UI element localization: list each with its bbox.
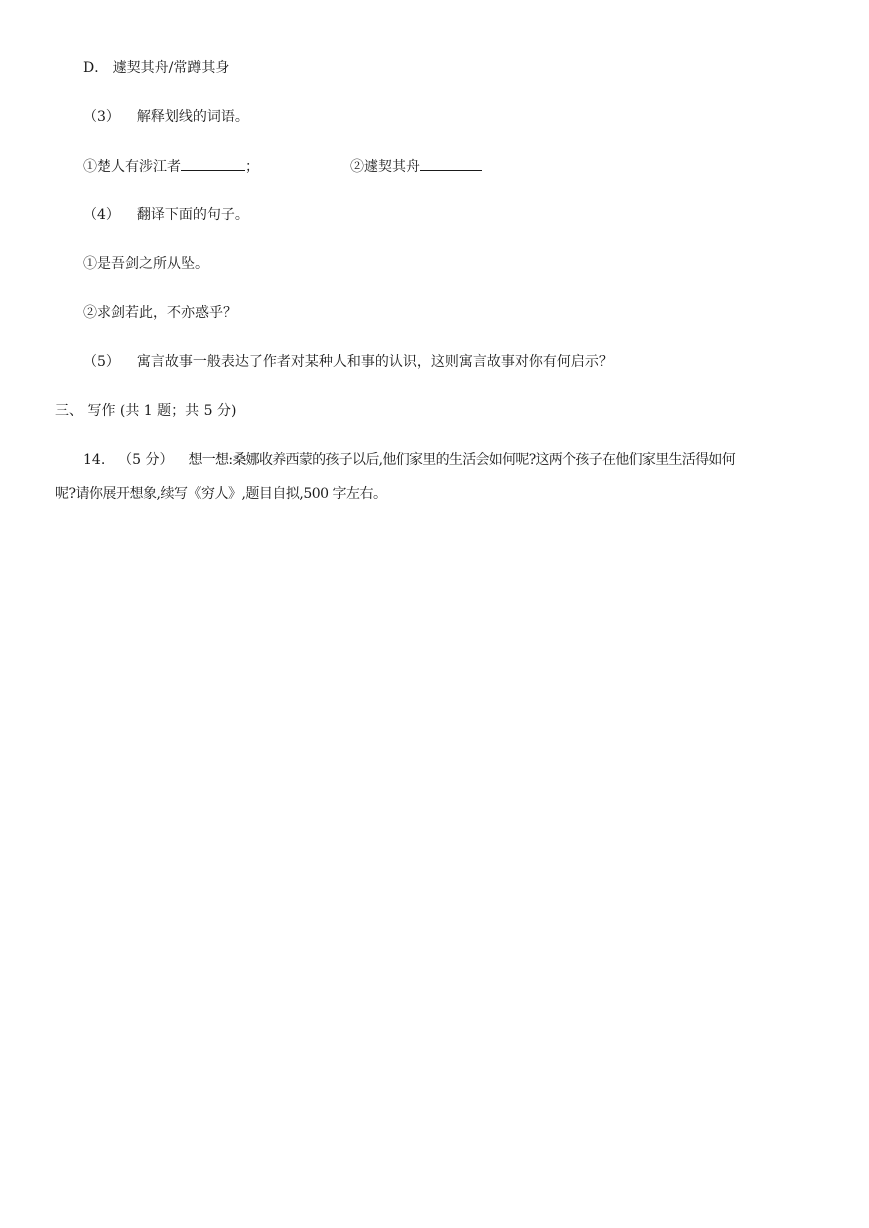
- question-5-prompt: [83, 352, 613, 372]
- question-14-score: （5 分）: [118, 452, 174, 468]
- answer-blank-2[interactable]: [420, 156, 482, 171]
- question-5-number: （5）: [83, 354, 120, 370]
- question-3-text: 解释划线的词语。: [136, 109, 249, 125]
- question-14-text-1: 想一想:桑娜收养西蒙的孩子以后,他们家里的生活会如何呢?这两个孩子在他们家里生活得如何: [188, 452, 736, 468]
- section-3-heading: 三、 写作 (共 1 题；共 5 分): [55, 403, 237, 419]
- question-4-number: （4）: [83, 207, 120, 223]
- question-4-text: 翻译下面的句子。: [136, 207, 249, 223]
- option-d-text: 遽契其舟/常蹲其身: [112, 60, 230, 76]
- question-14-line-1: [83, 450, 735, 470]
- question-5-text: 寓言故事一般表达了作者对某种人和事的认识，这则寓言故事对你有何启示？: [136, 354, 613, 370]
- question-3-item-1: ①楚人有涉江者: [83, 159, 181, 175]
- question-3-items: [83, 156, 513, 177]
- question-14-number: 14.: [83, 452, 106, 468]
- question-3-number: （3）: [83, 109, 120, 125]
- question-4-sentence-1: ①是吾剑之所从坠。: [83, 256, 209, 272]
- question-4-sentence-2: ②求剑若此，不亦惑乎？: [83, 305, 237, 321]
- question-4-prompt: [83, 205, 249, 225]
- question-3-item-2: ②遽契其舟: [350, 159, 420, 175]
- option-d: [83, 58, 229, 78]
- answer-blank-1[interactable]: [181, 156, 245, 171]
- option-d-letter: D．: [83, 60, 109, 76]
- question-3-prompt: [83, 107, 249, 127]
- question-3-item-1-end: ；: [245, 159, 259, 175]
- question-14-line-2: 呢?请你展开想象,续写《穷人》,题目自拟,500 字左右。: [55, 486, 387, 502]
